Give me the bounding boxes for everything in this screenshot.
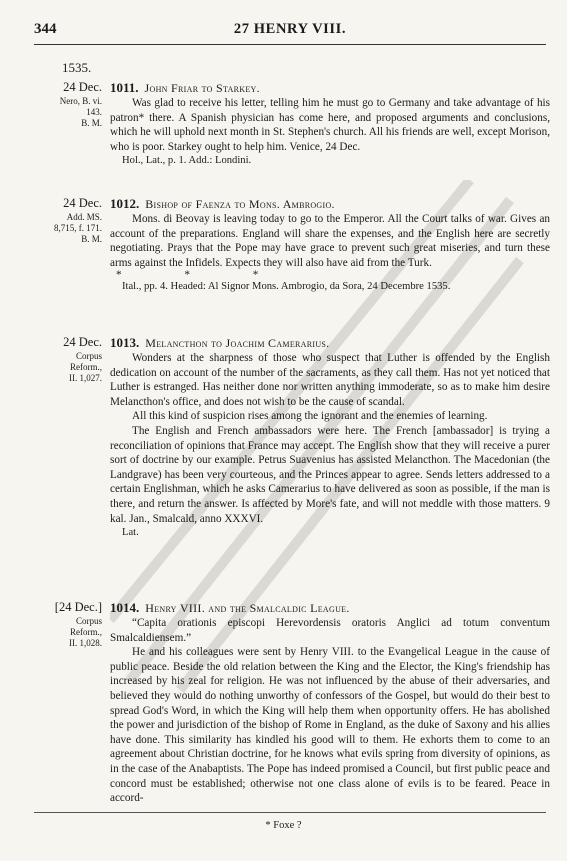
- entry-heading: Henry VIII. and the Smalcaldic League.: [145, 601, 350, 615]
- entry-heading: Melancthon to Joachim Camerarius.: [145, 336, 330, 350]
- running-head: 27 HENRY VIII.: [233, 21, 347, 37]
- entry-date: 24 Dec.: [63, 335, 102, 349]
- entry-citation: Hol., Lat., p. 1. Add.: Londini.: [122, 155, 252, 167]
- page-number: 344: [34, 21, 57, 37]
- entry-date: 24 Dec.: [63, 196, 102, 210]
- source-line: II. 1,027.: [69, 373, 102, 384]
- entry-body: [110, 196, 550, 295]
- entry-heading: Bishop of Faenza to Mons. Ambrogio.: [145, 197, 335, 211]
- footnote-rule: [34, 812, 546, 813]
- entry-paragraph: Wonders at the sharpness of those who suspect that Luther is offended by the English dedication on account of the number of the sacraments, as they call them. Has not yet noticed that Luther is estranged. Has neither done nor written anything immoderate, so as to make him desire Melancthon's office, and does not wish to be the cause of scandal.: [110, 352, 550, 408]
- entry-title: [110, 335, 550, 351]
- source-line: Nero, B. vi.: [59, 96, 102, 106]
- entry-margin: [22, 600, 102, 650]
- source-line: 8,715, f. 171.: [54, 223, 102, 234]
- entry-margin: [22, 80, 102, 130]
- entry-paragraph: Was glad to receive his letter, telling him he must go to Germany and take advantage of his patron* there. A Spanish physician has come here, and proposed arguments and conclusions, which he will uphold next month in St. Stephen's church. All his friends are well, except Morison, who is poor. Starkey ought to help him. Venice, 24 Dec.: [110, 97, 550, 153]
- header-rule: [34, 44, 546, 45]
- source-line: Corpus: [75, 616, 102, 626]
- source-line: Add. MS.: [66, 212, 102, 222]
- entry-paragraph: Mons. di Beovay is leaving today to go to the Emperor. All the Court talks of war. Gives an account of the preparations. England will share the expenses, and the English here are secretly negotiating. Prays that the Pope may have grace to prevent such great miseries, and turn these arms against the Infidels. Expects they will also have aid from the Turk.: [110, 213, 550, 269]
- entry-paragraph: “Capita orationis episcopi Herevordensis oratoris Anglici ad totum conventum Smalcaldiensem.”: [110, 617, 550, 644]
- entry-title: [110, 600, 550, 616]
- entry-date: [24 Dec.]: [54, 600, 102, 614]
- entry-paragraph: He and his colleagues were sent by Henry VIII. to the Evangelical League in the cause of public peace. Beside the old relation between the King and the Elector, the King's friendship has increased by his zeal for religion. He was not influenced by the abuse of their adversaries, and believed they would do nothing unworthy of confessors of the Gospel, but would do their best to spread God's Word, in which the King will help them when opportunity offers. He has abolished the power and jurisdiction of the bishop of Rome in England, as the duke of Saxony and his allies have done. This similarity has kindled his good will to them. He exhorts them to come to an agreement about Christian doctrine, for he knows what evils spring from diversity of opinions, as in the case of the Anabaptists. The Pope has indeed promised a Council, but first public peace and concord must be established; otherwise not one class alone of evils is to be feared. Peace in accord-: [110, 646, 550, 805]
- entry-number: 1013.: [110, 335, 140, 350]
- source-line: Reform.,: [70, 362, 102, 373]
- entry-title: [110, 196, 550, 212]
- entry-citation: Lat.: [122, 527, 139, 539]
- source-line: B. M.: [81, 118, 102, 129]
- entry-paragraph: All this kind of suspicion rises among the ignorant and the enemies of learning.: [132, 410, 488, 423]
- entry-number: 1014.: [110, 600, 140, 615]
- source-line: 143.: [86, 107, 102, 118]
- entry-number: 1012.: [110, 196, 140, 211]
- entry-paragraph: The English and French ambassadors were here. The French [ambassador] is trying a reconciliation of opinions that France may accept. The English show that they will receive a purer sort of doctrine by our example. Petrus Suavenius has assisted Melancthon. The Macedonian (the Landgrave) has been very courteous, and the Princes appear to agree. Sends letters addressed to a certain Englishman, which he asks Camerarius to have delivered as soon as possible, if the man is there, and return the answer. Is affected by More's fate, and will not meddle with those matters. 9 kal. Jan., Smalcald, anno XXXVI.: [110, 424, 550, 525]
- entry-title: [110, 80, 550, 96]
- entry-margin: [22, 335, 102, 385]
- entry-citation: Ital., pp. 4. Headed: Al Signor Mons. Ambrogio, da Sora, 24 Decembre 1535.: [122, 281, 451, 293]
- entry-body: [110, 600, 550, 806]
- source-line: B. M.: [81, 234, 102, 245]
- entry-body: [110, 80, 550, 169]
- entry-number: 1011.: [110, 80, 139, 95]
- source-line: Corpus: [75, 351, 102, 361]
- page-header: [34, 21, 546, 41]
- source-line: II. 1,028.: [69, 638, 102, 649]
- year-heading: 1535.: [62, 60, 92, 75]
- entry-margin: [22, 196, 102, 246]
- source-line: Reform.,: [70, 627, 102, 638]
- entry-body: [110, 335, 550, 541]
- entry-date: 24 Dec.: [63, 80, 102, 94]
- footnote: * Foxe ?: [265, 820, 302, 831]
- entry-heading: John Friar to Starkey.: [144, 81, 260, 95]
- omission-stars: * * *: [116, 269, 289, 282]
